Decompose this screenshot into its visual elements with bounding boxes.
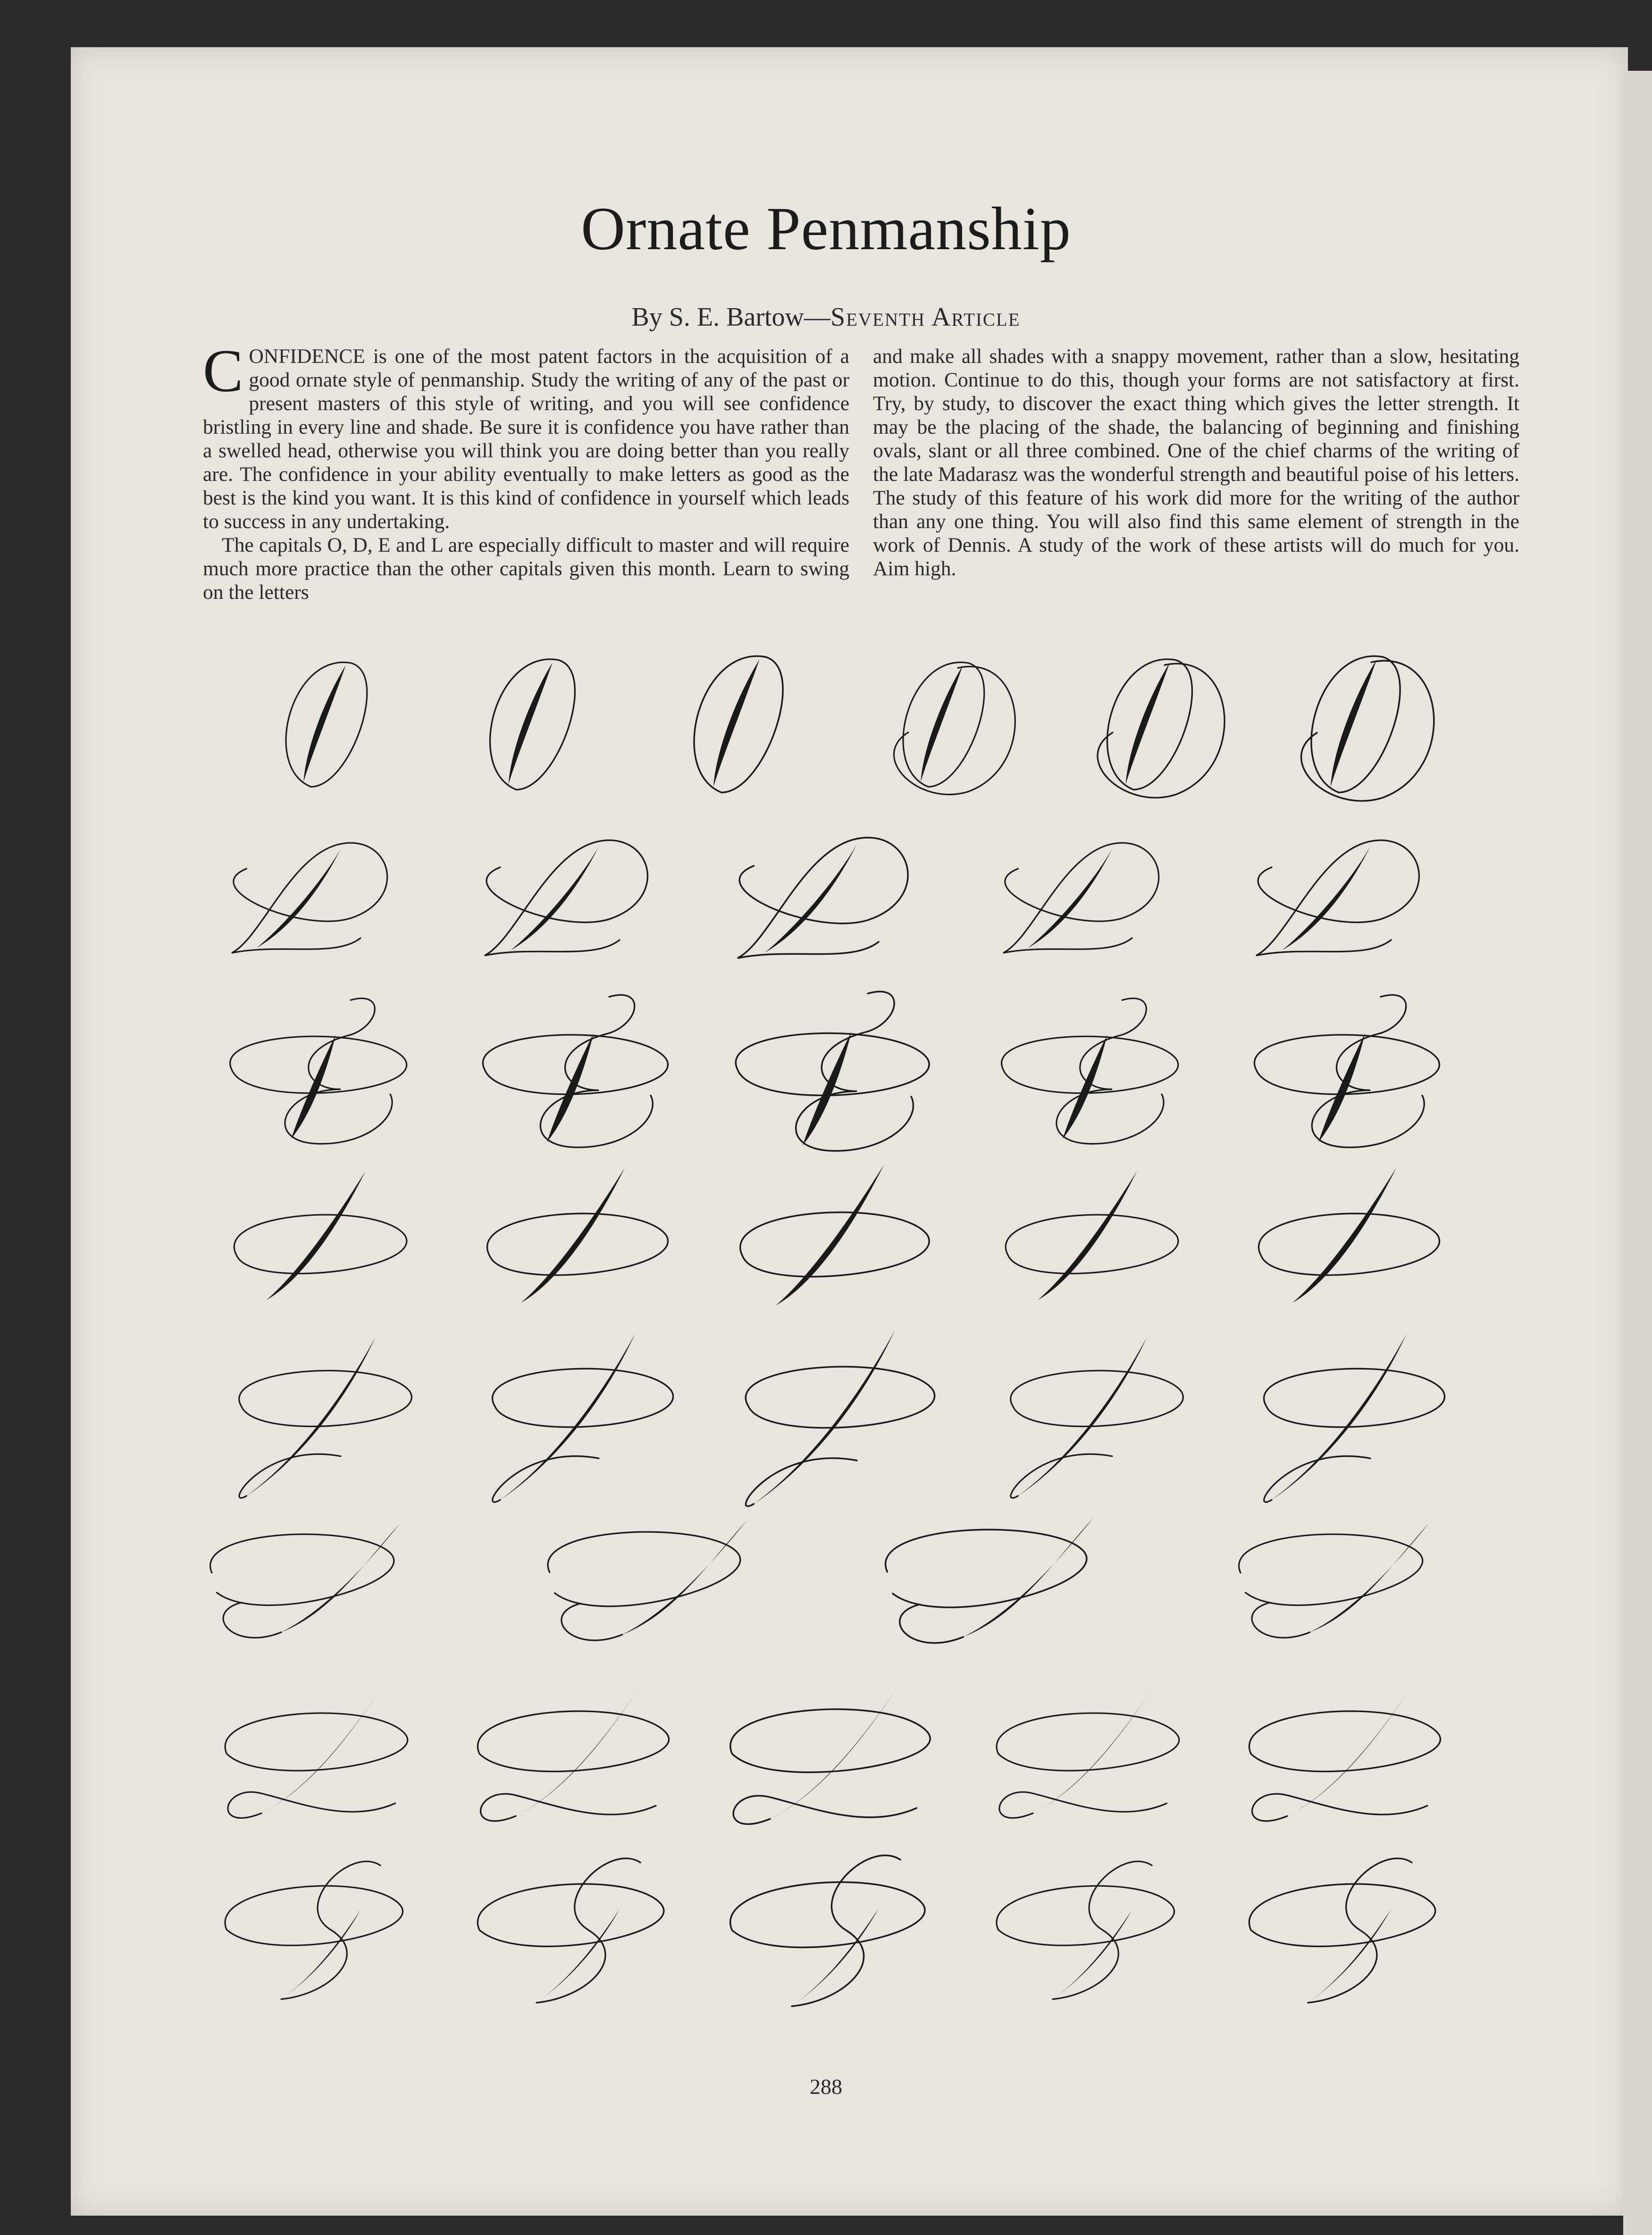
byline-series: Seventh Article [830,302,1021,332]
pen-hairline-stroke [1249,1884,1435,1946]
ornate-capital-d [232,843,387,953]
pen-shade-stroke [516,1686,640,1816]
ornate-capital-i [1258,1168,1439,1303]
paragraph-1 [203,337,849,533]
pen-shade-stroke [1318,1033,1365,1142]
paragraph-1-text: ONFIDENCE is one of the most patent factors in the acquisition of a good ornate style of penmanship. Study the writing of any of the past or present masters of this style of writing, and you will see confidence bristling in every line and shade. Be sure it is confidence you have rather than a swelled head, otherwise you will think you are doing better than you really are. The confidence in your ability eventually to make letters as good as the best is the kind you want. It is this kind of confidence in yourself which leads to success in any undertaking. [203,345,849,533]
pen-shade-stroke [921,665,963,782]
pen-hairline-stroke [886,1529,1087,1607]
ornate-capital-e [483,995,668,1147]
pen-shade-stroke [1308,1909,1391,2003]
paragraph-2: The capitals O, D, E and L are especially difficult to master and will require much more practice than the other capitals given this month. Learn to swing on the letters [203,534,849,604]
pen-hairline-stroke [900,1605,964,1643]
ornate-capital-i [1006,1171,1178,1300]
ornate-capital-g [1249,1858,1435,2003]
pen-shade-stroke [281,1910,361,1999]
pen-hairline-stroke [1311,656,1400,792]
pen-hairline-stroke [225,1713,408,1771]
ornate-capital-s [886,1518,1094,1643]
ornate-capital-d [1003,843,1159,953]
pen-shade-stroke [754,1330,895,1504]
pen-hairline-stroke [286,662,367,787]
facing-page-edge [1623,71,1652,2235]
ornate-capital-g [997,1861,1174,1999]
pen-hairline-stroke [1252,1603,1310,1638]
pen-shade-stroke [776,1165,884,1306]
pen-shade-stroke [963,1518,1093,1637]
pen-shade-stroke [1063,1035,1107,1139]
pen-hairline-stroke [493,1456,599,1502]
ornate-capital-o [286,662,367,787]
pen-shade-stroke [500,1334,635,1500]
ornate-capital-e [1254,995,1439,1147]
pen-shade-stroke [291,1035,336,1139]
ornate-capital-s [1239,1523,1429,1638]
pen-shade-stroke [257,849,341,948]
ornate-capital-d [485,840,647,955]
ornate-capital-o [694,656,783,792]
pen-shade-stroke [1310,1523,1429,1632]
text-column-right [873,344,1519,580]
ornate-capital-d [738,838,908,958]
pen-shade-stroke [261,1689,380,1814]
ornate-capital-j [1011,1337,1183,1498]
pen-hairline-stroke [1249,1711,1440,1772]
byline-author: By S. E. Bartow— [631,302,830,332]
pen-shade-stroke [537,1909,620,2003]
article-byline [0,302,1652,332]
pen-hairline-stroke [223,1603,281,1638]
pen-shade-stroke [765,844,857,953]
pen-shade-stroke [713,660,760,787]
pen-shade-stroke [547,1033,594,1142]
ornate-capital-g [478,1858,663,2003]
pen-shade-stroke [1282,847,1370,950]
pen-hairline-stroke [1252,1794,1427,1821]
pen-hairline-stroke [239,1454,341,1498]
ornate-capital-l [1249,1686,1440,1821]
pen-shade-stroke [792,1908,879,2006]
pen-shade-stroke [303,665,345,782]
pen-hairline-stroke [281,1861,380,1999]
pen-hairline-stroke [730,1882,925,1947]
pen-hairline-stroke [210,1534,394,1605]
pen-hairline-stroke [746,1458,857,1506]
pen-shade-stroke [1292,1168,1396,1303]
pen-hairline-stroke [999,1792,1167,1818]
ornate-capital-s [210,1523,400,1638]
pen-hairline-stroke [1264,1456,1370,1502]
ornate-capital-g [225,1861,403,1999]
pen-hairline-stroke [562,1604,622,1640]
drop-cap: C [203,337,243,404]
pen-shade-stroke [509,663,553,785]
pen-shade-stroke [511,847,599,950]
pen-hairline-stroke [997,1713,1179,1771]
pen-hairline-stroke [478,1711,669,1772]
pen-shade-stroke [770,1683,900,1819]
ornate-capital-o [1098,659,1224,798]
pen-shade-stroke [1018,1337,1147,1496]
pen-shade-stroke [1126,663,1170,785]
pen-hairline-stroke [694,656,783,792]
ornate-capital-l [730,1683,930,1824]
ornate-capital-j [492,1334,673,1502]
pen-hairline-stroke [733,1796,916,1824]
pen-hairline-stroke [997,1886,1174,1945]
pen-hairline-stroke [792,1856,900,2007]
ornate-capital-o [1301,656,1434,801]
ornate-capital-o [490,659,575,790]
ornate-capital-l [997,1689,1179,1818]
page-number: 288 [810,2075,842,2099]
ornate-capital-l [225,1689,408,1818]
pen-shade-stroke [1053,1910,1132,1999]
ornate-capital-i [234,1171,407,1300]
ornate-capital-i [740,1165,929,1306]
penmanship-plate [198,642,1472,2058]
pen-shade-stroke [247,1337,376,1496]
ornate-capital-d [1256,840,1419,955]
pen-hairline-stroke [228,1792,395,1818]
ornate-capital-j [746,1330,934,1506]
ornate-capital-s [548,1521,747,1640]
ornate-capital-e [736,991,929,1151]
ornate-capital-e [230,999,407,1144]
pen-shade-stroke [1287,1686,1412,1816]
ornate-capital-j [239,1337,412,1498]
article-title: Ornate Penmanship [581,195,1071,263]
paragraph-3: and make all shades with a snappy movement, rather than a slow, hesitating motion. Continue to do this, though your forms are not satisfactory at first. Try, by study, to discover the exact thing which gives the letter strength. It may be the placing of the shade, the balancing of beginning and finishing ovals, slant or all three combined. One of the chief charms of the writing of the late Madarasz was the wonderful strength and beautiful poise of his letters. The study of this feature of his work did more for the writing of the author than any one thing. You will also find this same element of strength in the work of Dennis. A study of the work of these artists will do much for you. Aim high. [873,345,1519,580]
pen-hairline-stroke [903,662,984,787]
pen-hairline-stroke [1053,1861,1152,1999]
ornate-capital-e [1002,999,1178,1144]
pen-hairline-stroke [1011,1454,1112,1498]
pen-shade-stroke [1038,1171,1137,1300]
pen-hairline-stroke [481,1794,656,1821]
pen-shade-stroke [1033,1689,1152,1814]
pen-shade-stroke [803,1032,852,1146]
ornate-capital-g [730,1856,925,2007]
ornate-capital-j [1264,1334,1444,1502]
pen-hairline-stroke [225,1886,403,1945]
pen-shade-stroke [281,1523,400,1632]
pen-hairline-stroke [478,1884,663,1946]
pen-hairline-stroke [1239,1534,1423,1605]
ornate-capital-i [487,1168,668,1303]
pen-shade-stroke [1331,660,1377,787]
pen-shade-stroke [622,1521,747,1635]
pen-hairline-stroke [490,659,575,790]
pen-shade-stroke [267,1171,366,1300]
pen-hairline-stroke [548,1532,740,1606]
pen-hairline-stroke [1107,659,1192,790]
ornate-capital-o [894,662,1015,794]
pen-hairline-stroke [537,1858,640,2003]
pen-shade-stroke [1272,1334,1407,1500]
pen-shade-stroke [521,1168,625,1303]
text-column-left [203,337,849,604]
pen-shade-stroke [1028,849,1113,948]
pen-hairline-stroke [1308,1858,1412,2003]
ornate-capital-l [478,1686,669,1821]
pen-hairline-stroke [730,1709,930,1773]
